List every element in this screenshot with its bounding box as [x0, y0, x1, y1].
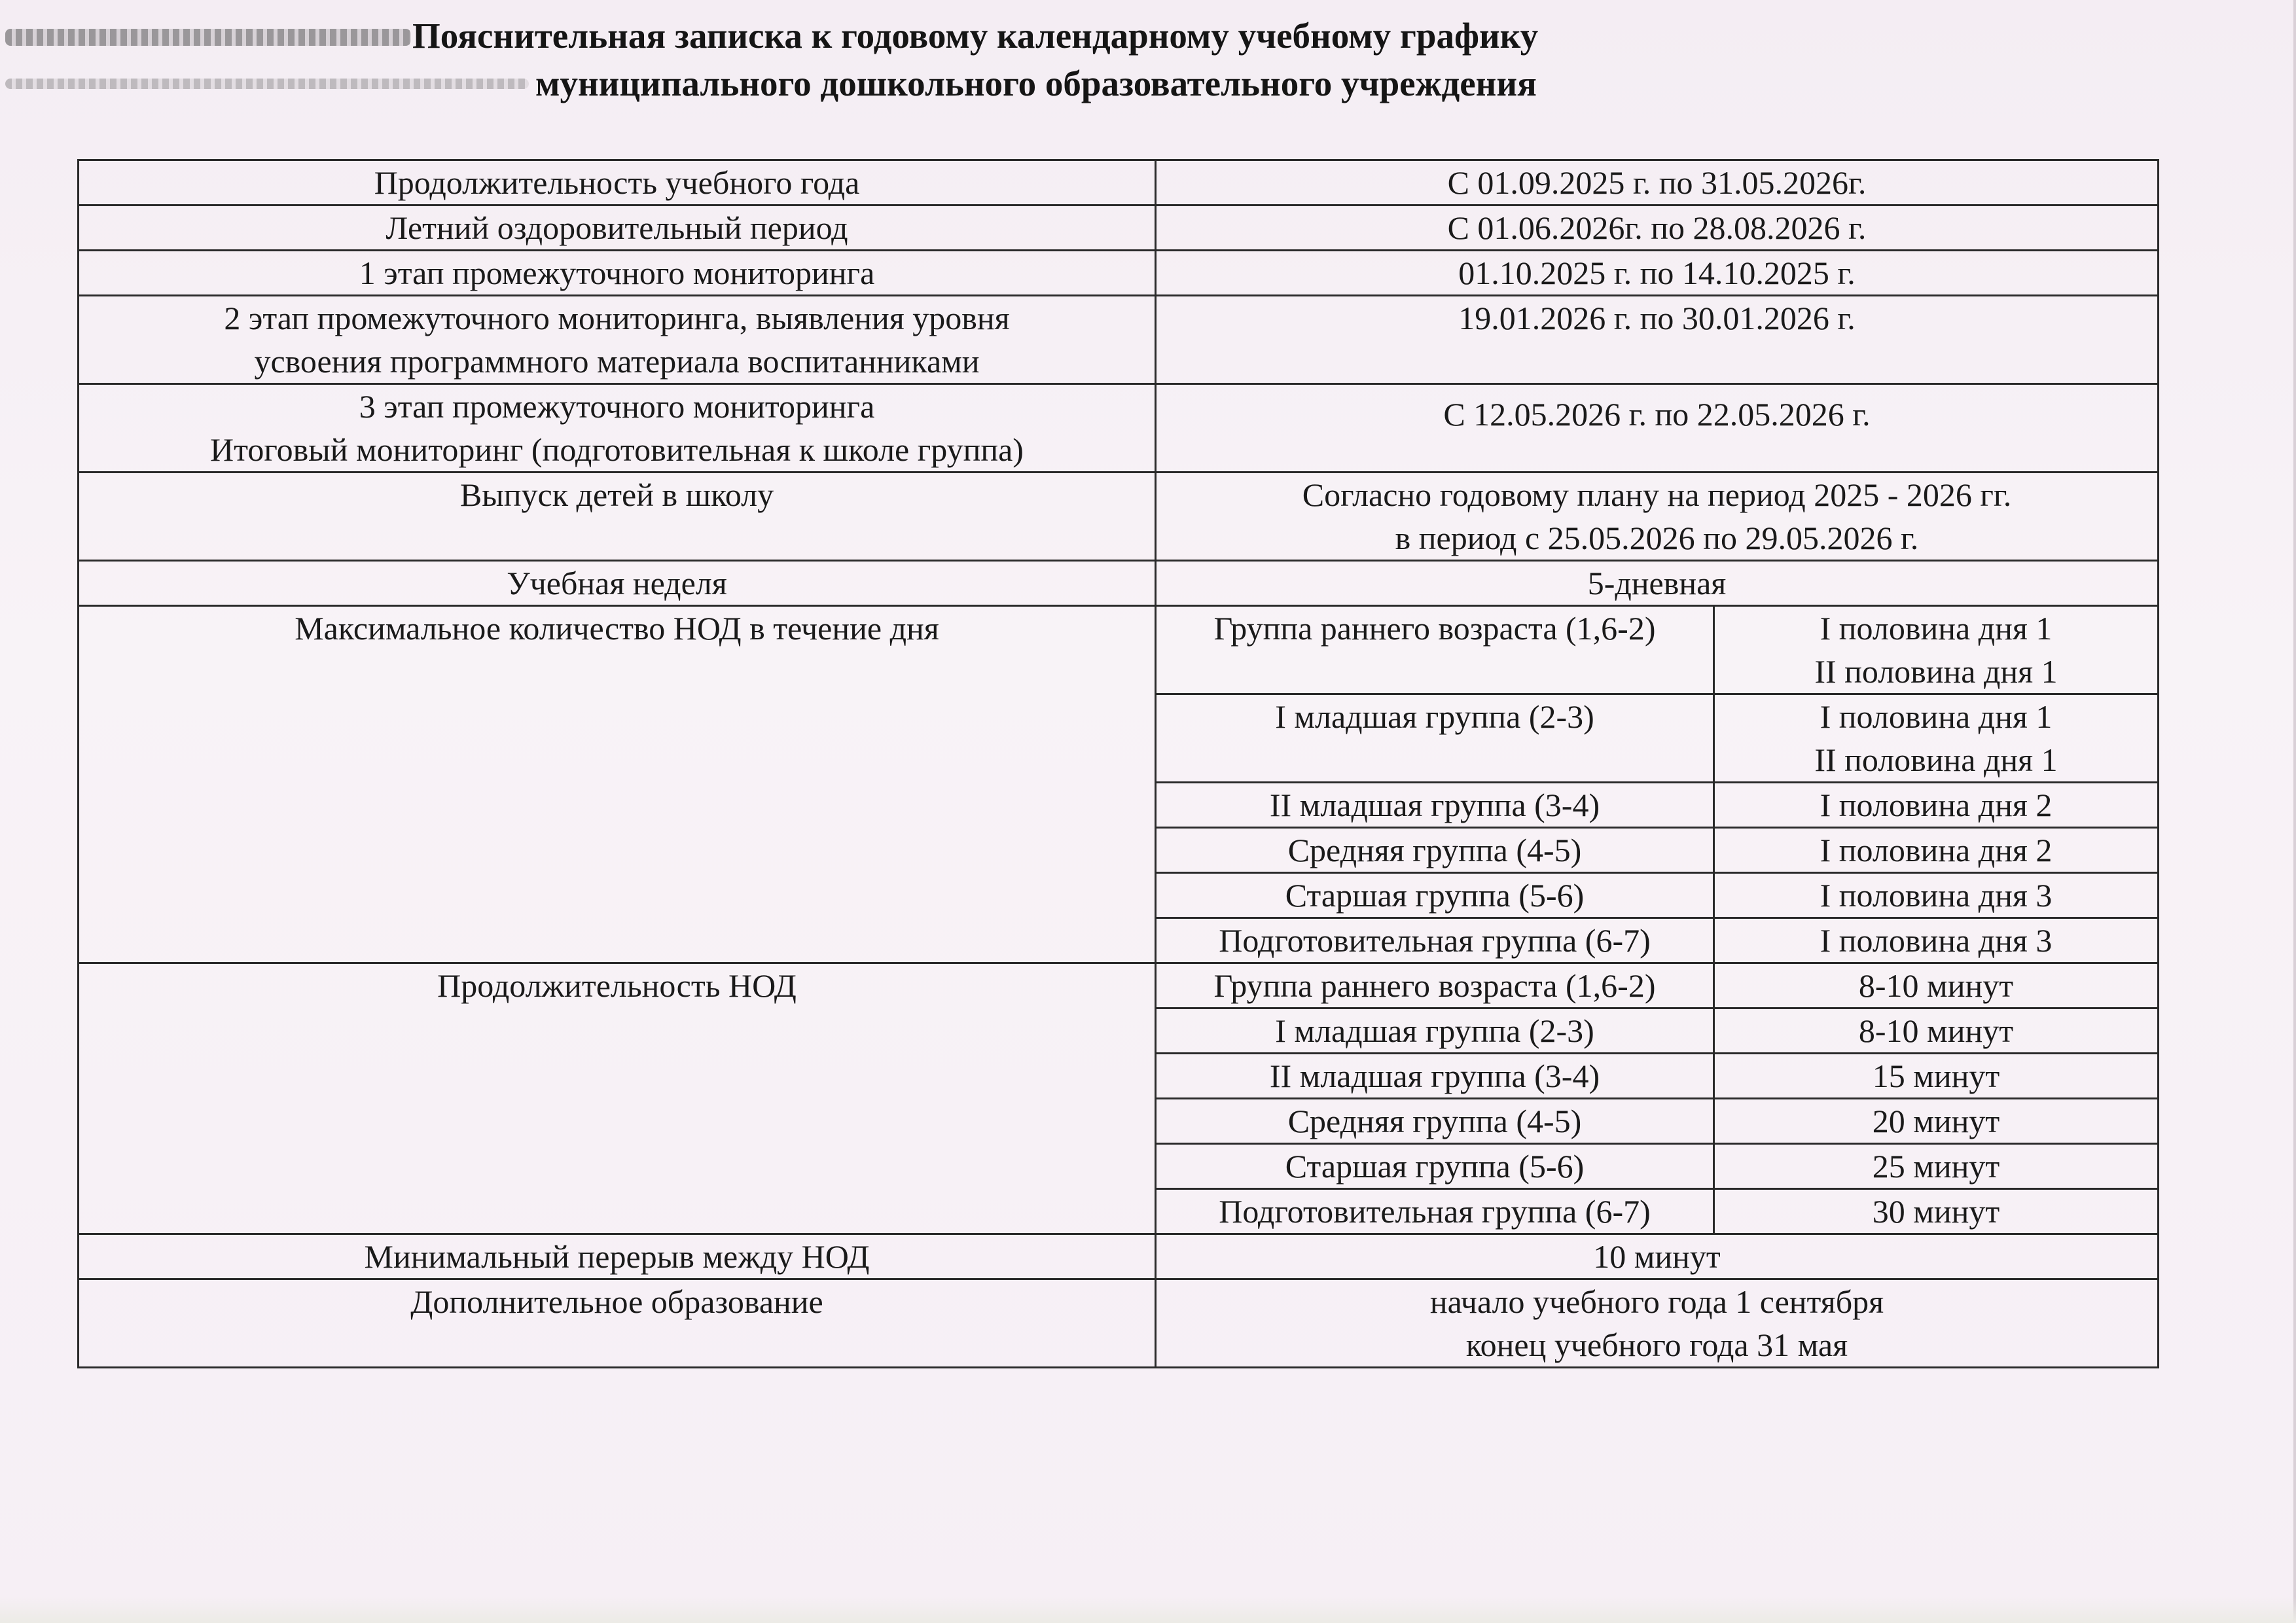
group-value-line: II половина дня 1 — [1814, 741, 2058, 778]
group-name: II младшая группа (3-4) — [1156, 1054, 1714, 1099]
duration-nod-label: Продолжительность НОД — [79, 963, 1156, 1234]
row-value-line: Согласно годовому плану на период 2025 - 2026 гг. — [1302, 476, 2012, 513]
table-row — [79, 561, 2159, 606]
row-value: 5-дневная — [1156, 561, 2159, 606]
row-label — [79, 296, 1156, 384]
group-name: Группа раннего возраста (1,6-2) — [1156, 963, 1714, 1008]
group-value: 30 минут — [1714, 1189, 2159, 1234]
group-value: I половина дня 2 — [1714, 828, 2159, 873]
group-value — [1714, 694, 2159, 783]
group-name: I младшая группа (2-3) — [1156, 694, 1714, 783]
group-name: Группа раннего возраста (1,6-2) — [1156, 606, 1714, 694]
row-value-line: в период с 25.05.2026 по 29.05.2026 г. — [1395, 520, 1919, 556]
row-label: Выпуск детей в школу — [79, 473, 1156, 561]
table-row — [79, 160, 2159, 205]
document-title-line2: муниципального дошкольного образовательного учреждения — [535, 63, 1537, 103]
group-name: I младшая группа (2-3) — [1156, 1008, 1714, 1054]
group-name: Подготовительная группа (6-7) — [1156, 918, 1714, 963]
table-row — [79, 1234, 2159, 1279]
group-value: 25 минут — [1714, 1144, 2159, 1189]
row-label-line: 3 этап промежуточного мониторинга — [359, 388, 875, 425]
row-label-line: Итоговый мониторинг (подготовительная к школе группа) — [210, 431, 1024, 468]
row-label-line: усвоения программного материала воспитанниками — [254, 343, 980, 380]
row-label: Дополнительное образование — [79, 1279, 1156, 1368]
group-name: Старшая группа (5-6) — [1156, 1144, 1714, 1189]
row-value — [1156, 473, 2159, 561]
row-label — [79, 384, 1156, 473]
row-value-line: конец учебного года 31 мая — [1465, 1327, 1848, 1363]
group-value-line: II половина дня 1 — [1814, 653, 2058, 690]
group-name: Старшая группа (5-6) — [1156, 873, 1714, 918]
group-value: 8-10 минут — [1714, 1008, 2159, 1054]
group-value: I половина дня 3 — [1714, 873, 2159, 918]
group-value-line: I половина дня 1 — [1820, 698, 2053, 735]
row-value: 01.10.2025 г. по 14.10.2025 г. — [1156, 251, 2159, 296]
group-value: I половина дня 2 — [1714, 783, 2159, 828]
row-value — [1156, 1279, 2159, 1368]
table-row — [79, 1279, 2159, 1368]
table-row — [79, 606, 2159, 694]
row-label: Минимальный перерыв между НОД — [79, 1234, 1156, 1279]
row-label: Учебная неделя — [79, 561, 1156, 606]
group-value: 15 минут — [1714, 1054, 2159, 1099]
group-value-line: I половина дня 1 — [1820, 610, 2053, 647]
document-title-line1: Пояснительная записка к годовому календарному учебному графику — [412, 16, 1539, 56]
bleed-through-smudge — [5, 79, 529, 89]
row-label: 1 этап промежуточного мониторинга — [79, 251, 1156, 296]
group-value: 20 минут — [1714, 1099, 2159, 1144]
table-row — [79, 963, 2159, 1008]
table-row — [79, 384, 2159, 473]
row-label-line: 2 этап промежуточного мониторинга, выявления уровня — [224, 300, 1010, 336]
row-label: Продолжительность учебного года — [79, 160, 1156, 205]
table-row — [79, 205, 2159, 251]
row-value-line: начало учебного года 1 сентября — [1429, 1283, 1884, 1320]
group-value — [1714, 606, 2159, 694]
bleed-through-smudge — [5, 29, 411, 46]
row-value: С 12.05.2026 г. по 22.05.2026 г. — [1156, 384, 2159, 473]
group-name: Средняя группа (4-5) — [1156, 828, 1714, 873]
row-value: С 01.06.2026г. по 28.08.2026 г. — [1156, 205, 2159, 251]
group-name: Средняя группа (4-5) — [1156, 1099, 1714, 1144]
group-value: I половина дня 3 — [1714, 918, 2159, 963]
table-row — [79, 473, 2159, 561]
row-value: 10 минут — [1156, 1234, 2159, 1279]
scan-bottom-edge — [0, 1597, 2296, 1623]
max-nod-label: Максимальное количество НОД в течение дня — [79, 606, 1156, 963]
table-row — [79, 296, 2159, 384]
row-value: С 01.09.2025 г. по 31.05.2026г. — [1156, 160, 2159, 205]
group-name: II младшая группа (3-4) — [1156, 783, 1714, 828]
schedule-table — [77, 159, 2159, 1368]
table-row — [79, 251, 2159, 296]
row-label: Летний оздоровительный период — [79, 205, 1156, 251]
group-name: Подготовительная группа (6-7) — [1156, 1189, 1714, 1234]
page-edge — [2293, 0, 2296, 1623]
row-value: 19.01.2026 г. по 30.01.2026 г. — [1156, 296, 2159, 384]
group-value: 8-10 минут — [1714, 963, 2159, 1008]
